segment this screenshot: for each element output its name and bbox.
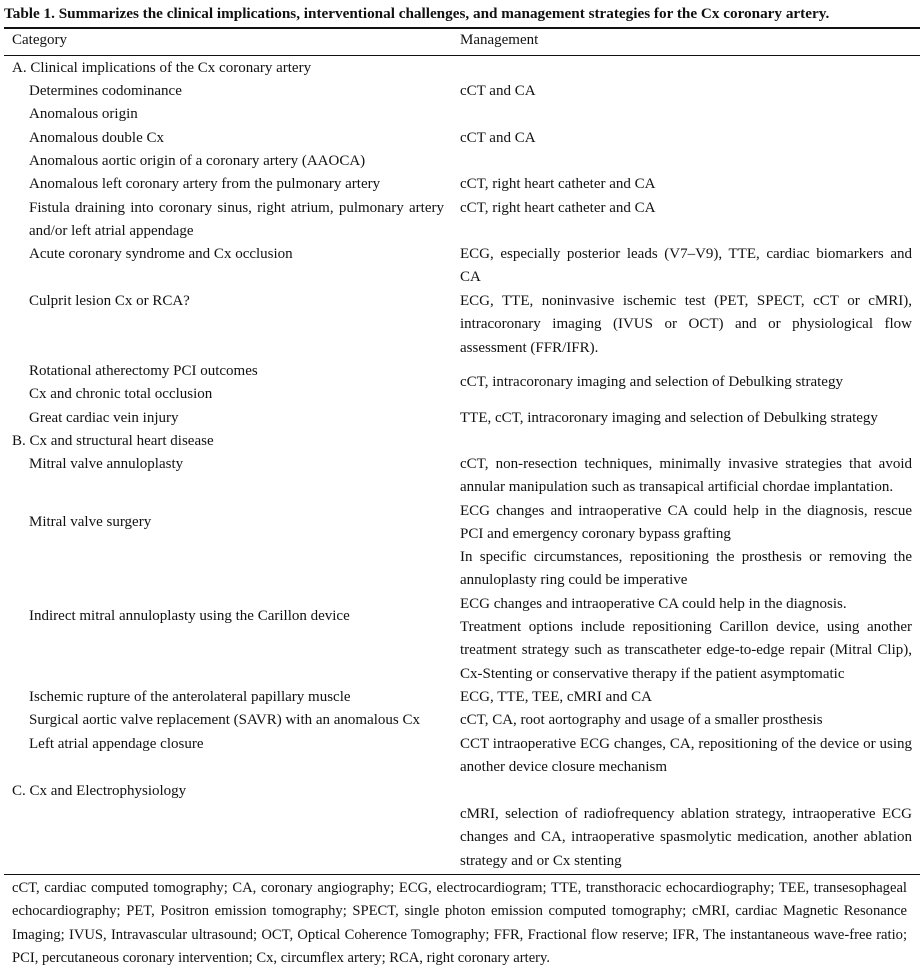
header-category: Category bbox=[12, 32, 67, 48]
row-category: Mitral valve surgery bbox=[29, 514, 152, 530]
row-management: ECG, especially posterior leads (V7–V9), TTE, cardiac biomarkers and CA bbox=[460, 246, 912, 286]
row-category: Indirect mitral annuloplasty using the Carillon device bbox=[29, 608, 350, 624]
row-management: In specific circumstances, repositioning the prosthesis or removing the annuloplasty ring could be imperative bbox=[460, 549, 912, 589]
row-category: Acute coronary syndrome and Cx occlusion bbox=[29, 246, 293, 262]
section-heading-a: A. Clinical implications of the Cx coronary artery bbox=[12, 60, 312, 76]
row-category: Anomalous origin bbox=[29, 106, 138, 122]
section-heading-b: B. Cx and structural heart disease bbox=[12, 433, 214, 449]
row-management: ECG changes and intraoperative CA could help in the diagnosis. bbox=[460, 596, 847, 612]
row-category: Rotational atherectomy PCI outcomes bbox=[29, 363, 258, 379]
row-category: Culprit lesion Cx or RCA? bbox=[29, 293, 190, 309]
row-category: Surgical aortic valve replacement (SAVR) with an anomalous Cx bbox=[29, 712, 421, 728]
row-management: cCT and CA bbox=[460, 130, 536, 146]
row-category: Fistula draining into coronary sinus, right atrium, pulmonary artery and/or left atrial appendage bbox=[29, 200, 444, 240]
row-management: cCT, right heart catheter and CA bbox=[460, 200, 656, 216]
row-management: TTE, cCT, intracoronary imaging and selection of Debulking strategy bbox=[460, 410, 878, 426]
header-management: Management bbox=[460, 32, 539, 48]
table-footnote: cCT, cardiac computed tomography; CA, coronary angiography; ECG, electrocardiogram; TTE, transthoracic echocardiography; TEE, transesophageal echocardiography; PET, Positron emission tomography; SPECT, single photon emission computed tomography; cMRI, cardiac Magnetic Resonance Imaging; IVUS, Intravascular ultrasound; OCT, Optical Coherence Tomography; FFR, Fractional flow reserve; IFR, The instantaneous wave-free ratio; PCI, percutaneous coronary intervention; Cx, circumflex artery; RCA, right coronary artery. bbox=[12, 880, 907, 966]
row-category: Mitral valve annuloplasty bbox=[29, 456, 184, 472]
row-management: cCT, right heart catheter and CA bbox=[460, 176, 656, 192]
header-rule bbox=[4, 55, 920, 56]
row-management: Treatment options include repositioning Carillon device, using another treatment strategy such as transcatheter edge-to-edge repair (Mitral Clip), Cx-Stenting or conservative therapy if the patient asymptomatic bbox=[460, 619, 912, 682]
row-management: ECG changes and intraoperative CA could help in the diagnosis, rescue PCI and emergency coronary bypass grafting bbox=[460, 503, 912, 543]
section-heading-c: C. Cx and Electrophysiology bbox=[12, 783, 187, 799]
row-category: Cx and chronic total occlusion bbox=[29, 386, 213, 402]
row-category: Anomalous left coronary artery from the pulmonary artery bbox=[29, 176, 381, 192]
row-management: cMRI, selection of radiofrequency ablation strategy, intraoperative ECG changes and CA, intraoperative spasmolytic medication, another ablation strategy and or Cx stenting bbox=[460, 806, 912, 869]
row-category: Determines codominance bbox=[29, 83, 182, 99]
row-management: cCT, intracoronary imaging and selection of Debulking strategy bbox=[460, 374, 843, 390]
row-category: Anomalous double Cx bbox=[29, 130, 164, 146]
row-category: Great cardiac vein injury bbox=[29, 410, 179, 426]
table-title: Table 1. Summarizes the clinical implications, interventional challenges, and management strategies for the Cx coronary artery. bbox=[4, 5, 830, 22]
row-category: Left atrial appendage closure bbox=[29, 736, 204, 752]
row-management: CCT intraoperative ECG changes, CA, repositioning of the device or using another device closure mechanism bbox=[460, 736, 912, 776]
row-management: cCT, non-resection techniques, minimally invasive strategies that avoid annular manipulation such as transapical artificial chordae implantation. bbox=[460, 456, 912, 496]
row-category: Anomalous aortic origin of a coronary artery (AAOCA) bbox=[29, 153, 366, 169]
row-management: cCT, CA, root aortography and usage of a smaller prosthesis bbox=[460, 712, 823, 728]
row-management: cCT and CA bbox=[460, 83, 536, 99]
row-management: ECG, TTE, TEE, cMRI and CA bbox=[460, 689, 652, 705]
bottom-rule bbox=[4, 874, 920, 875]
row-category: Ischemic rupture of the anterolateral papillary muscle bbox=[29, 689, 351, 705]
row-management: ECG, TTE, noninvasive ischemic test (PET, SPECT, cCT or cMRI), intracoronary imaging (IVUS or OCT) and or physiological flow assessment (FFR/IFR). bbox=[460, 293, 912, 356]
